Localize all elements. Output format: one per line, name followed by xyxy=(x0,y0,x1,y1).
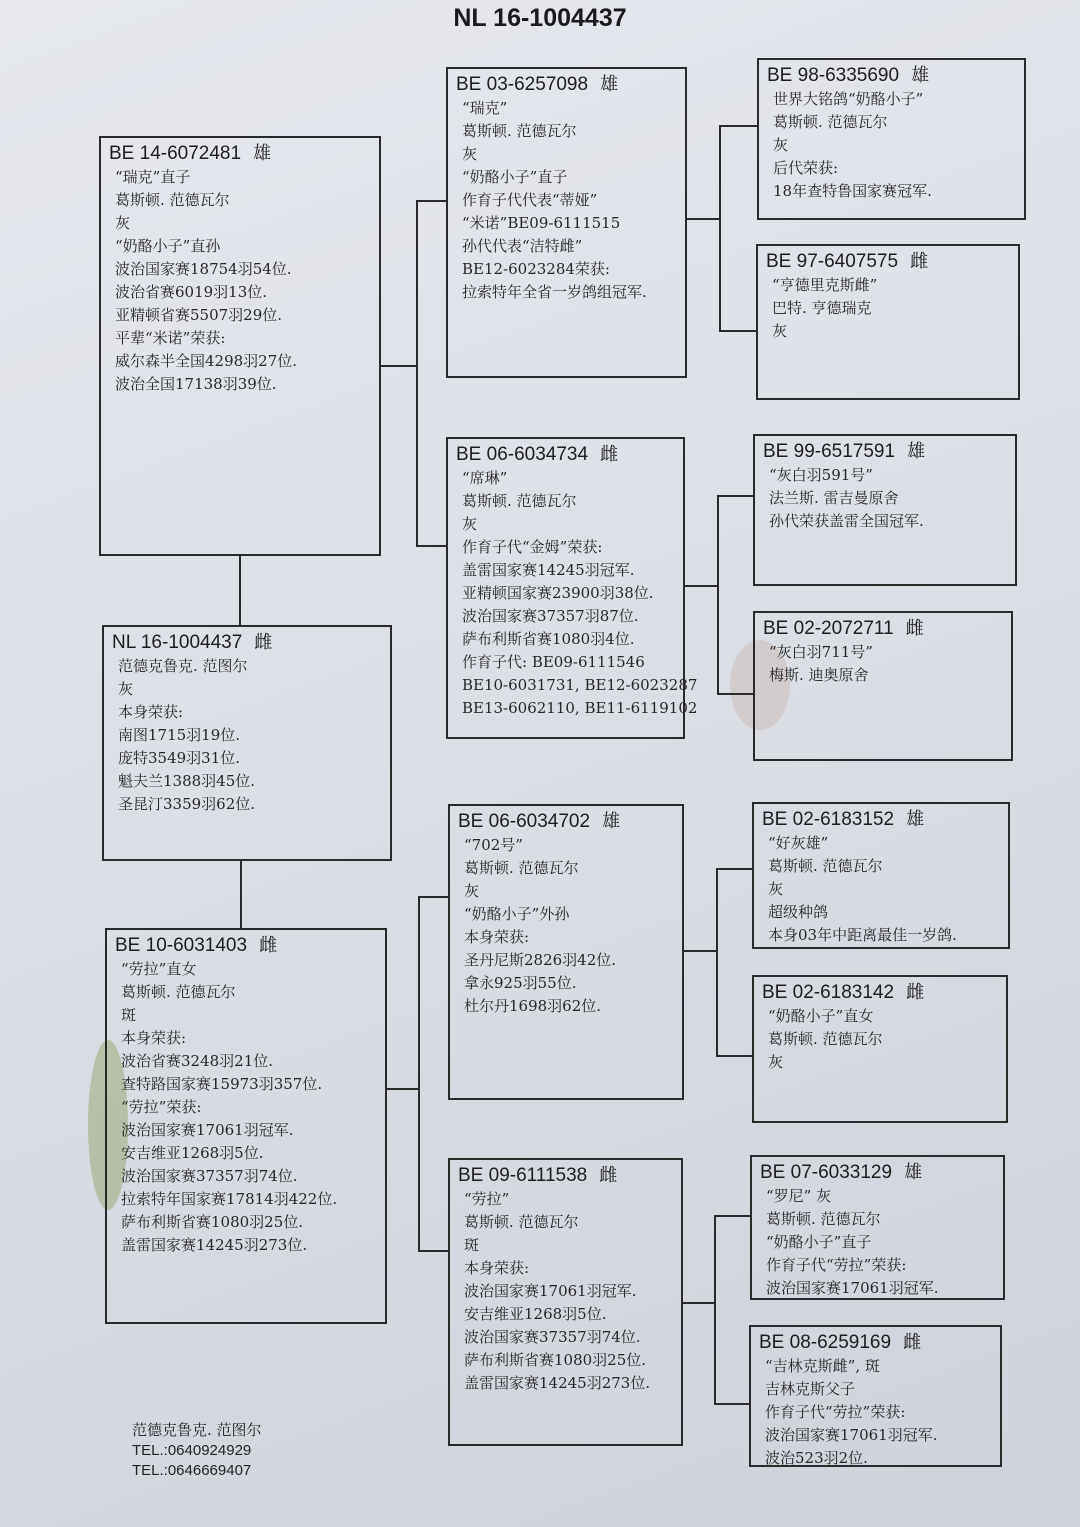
pedigree-line: 本身荣获: xyxy=(464,928,530,946)
pedigree-line: 斑 xyxy=(464,1236,480,1254)
pedigree-line: 灰 xyxy=(118,680,134,698)
dsd-box xyxy=(752,975,1008,1123)
connector xyxy=(418,1250,450,1252)
pedigree-line: 盖雷国家赛14245羽273位. xyxy=(121,1236,308,1254)
ddd-box xyxy=(749,1325,1002,1467)
sex-label: 雌 xyxy=(259,935,278,956)
pedigree-line: “罗尼” 灰 xyxy=(766,1187,832,1205)
sex-label: 雄 xyxy=(253,143,272,164)
sex-label: 雄 xyxy=(904,1162,923,1183)
pedigree-line: 南图1715羽19位. xyxy=(118,726,241,744)
pedigree-line: 拉索特年全省一岁鸽组冠军. xyxy=(462,283,647,301)
ring-number: BE 02-6183152 xyxy=(762,809,895,830)
pedigree-line: 作育子代“劳拉”荣获: xyxy=(766,1256,907,1274)
pedigree-line: 萨布利斯省赛1080羽25位. xyxy=(464,1351,647,1369)
breeder-name: 范德克鲁克. 范图尔 xyxy=(132,1421,262,1439)
pedigree-line: 萨布利斯省赛1080羽4位. xyxy=(462,630,635,648)
connector xyxy=(717,495,755,497)
pedigree-line: 本身03年中距离最佳一岁鸽. xyxy=(768,926,957,944)
connector xyxy=(716,1055,753,1057)
pedigree-line: 波治国家赛37357羽74位. xyxy=(121,1167,298,1185)
sire-box xyxy=(99,136,381,556)
pedigree-line: 法兰斯. 雷吉曼原舍 xyxy=(769,489,899,507)
phone-1: TEL.:0640924929 xyxy=(132,1442,252,1459)
connector xyxy=(716,868,718,1056)
ring-number: BE 99-6517591 xyxy=(763,441,896,462)
connector xyxy=(714,1403,749,1405)
pedigree-line: 波治国家赛17061羽冠军. xyxy=(121,1121,294,1139)
pedigree-line: 灰 xyxy=(768,880,784,898)
ring-number-header xyxy=(759,1331,992,1355)
pedigree-line: 灰 xyxy=(462,145,478,163)
pedigree-line: 灰 xyxy=(462,515,478,533)
pedigree-line: 本身荣获: xyxy=(464,1259,530,1277)
pedigree-line: “奶酪小子”直孙 xyxy=(115,237,221,255)
sds-box xyxy=(753,434,1017,586)
ring-number: BE 98-6335690 xyxy=(767,65,900,86)
pedigree-line: 波治国家赛37357羽87位. xyxy=(462,607,639,625)
connector xyxy=(717,495,719,695)
dam-sire-box xyxy=(448,804,684,1100)
sex-label: 雌 xyxy=(254,632,273,653)
phone-2: TEL.:0646669407 xyxy=(132,1462,252,1479)
dam-box xyxy=(105,928,387,1324)
pedigree-line: 波治省赛3248羽21位. xyxy=(121,1052,274,1070)
connector xyxy=(719,330,756,332)
pedigree-line: 平辈“米诺”荣获: xyxy=(115,329,226,347)
connector xyxy=(717,693,753,695)
pedigree-line: 安吉维亚1268羽5位. xyxy=(121,1144,264,1162)
pedigree-line: 威尔森半全国4298羽27位. xyxy=(115,352,298,370)
pedigree-line: “米诺”BE09-6111515 xyxy=(462,214,621,232)
pedigree-line: 萨布利斯省赛1080羽25位. xyxy=(121,1213,304,1231)
ring-number: BE 08-6259169 xyxy=(759,1332,892,1353)
ring-number-header xyxy=(458,1164,673,1188)
pedigree-line: “瑞克” xyxy=(462,99,508,117)
pedigree-line: 拿永925羽55位. xyxy=(464,974,577,992)
pedigree-line: “劳拉” xyxy=(464,1190,510,1208)
pedigree-line: 灰 xyxy=(772,322,788,340)
sss-box xyxy=(757,58,1026,220)
pedigree-line: “奶酪小子”直女 xyxy=(768,1007,874,1025)
ring-number: BE 02-6183142 xyxy=(762,982,895,1003)
pedigree-line: 亚精顿国家赛23900羽38位. xyxy=(462,584,654,602)
sex-label: 雄 xyxy=(600,74,619,95)
pedigree-line: 葛斯顿. 范德瓦尔 xyxy=(462,122,577,140)
pedigree-line: 葛斯顿. 范德瓦尔 xyxy=(768,1030,883,1048)
pedigree-line: 盖雷国家赛14245羽273位. xyxy=(464,1374,651,1392)
ring-number-header xyxy=(458,810,674,834)
sex-label: 雌 xyxy=(903,1332,922,1353)
sex-label: 雌 xyxy=(905,618,924,639)
pedigree-line: 灰 xyxy=(464,882,480,900)
ring-number: BE 06-6034702 xyxy=(458,811,591,832)
dds-box xyxy=(750,1155,1005,1300)
ring-number-header xyxy=(763,440,1007,464)
pedigree-line: 葛斯顿. 范德瓦尔 xyxy=(464,859,579,877)
pedigree-line: 吉林克斯父子 xyxy=(765,1380,856,1398)
pedigree-line: 葛斯顿. 范德瓦尔 xyxy=(768,857,883,875)
pedigree-line: BE13-6062110, BE11-6119102 xyxy=(462,699,698,717)
pedigree-line: 世界大铭鸽“奶酪小子” xyxy=(773,90,924,108)
sex-label: 雄 xyxy=(911,65,930,86)
dss-box xyxy=(752,802,1010,949)
pedigree-line: 杜尔丹1698羽62位. xyxy=(464,997,602,1015)
pedigree-line: 斑 xyxy=(121,1006,137,1024)
pedigree-line: 葛斯顿. 范德瓦尔 xyxy=(121,983,236,1001)
ring-number: BE 09-6111538 xyxy=(458,1165,588,1186)
ring-number-header xyxy=(766,250,1010,274)
pedigree-line: 圣昆汀3359羽62位. xyxy=(118,795,256,813)
connector xyxy=(719,125,721,331)
pedigree-line: 亚精顿省赛5507羽29位. xyxy=(115,306,283,324)
pedigree-line: 波治国家赛17061羽冠军. xyxy=(765,1426,938,1444)
pedigree-line: 波治国家赛17061羽冠军. xyxy=(766,1279,939,1297)
pedigree-line: 葛斯顿. 范德瓦尔 xyxy=(464,1213,579,1231)
connector xyxy=(239,555,241,627)
connector xyxy=(418,896,420,1251)
pedigree-line: 18年查特鲁国家赛冠军. xyxy=(773,182,932,200)
breeder-footer xyxy=(132,1420,262,1481)
pedigree-line: 作育子代“劳拉”荣获: xyxy=(765,1403,906,1421)
connector xyxy=(240,860,242,929)
sex-label: 雌 xyxy=(599,1165,618,1186)
ring-number-header xyxy=(456,443,675,467)
pedigree-line: “奶酪小子”直子 xyxy=(462,168,568,186)
pedigree-line: 葛斯顿. 范德瓦尔 xyxy=(115,191,230,209)
ring-number-header xyxy=(767,64,1016,88)
pedigree-line: 安吉维亚1268羽5位. xyxy=(464,1305,607,1323)
pedigree-line: 作育子代: BE09-6111546 xyxy=(462,653,645,671)
pedigree-line: “奶酪小子”外孙 xyxy=(464,905,570,923)
ring-number-header xyxy=(109,142,371,166)
ring-number-header xyxy=(112,631,382,655)
pedigree-line: 灰 xyxy=(773,136,789,154)
sex-label: 雌 xyxy=(910,251,929,272)
pedigree-line: 超级种鸽 xyxy=(768,903,829,921)
ring-number: NL 16-1004437 xyxy=(112,632,243,653)
ring-number-header xyxy=(763,617,1003,641)
pedigree-line: 波治523羽2位. xyxy=(765,1449,868,1467)
ssd-box xyxy=(756,244,1020,400)
pedigree-line: 拉索特年国家赛17814羽422位. xyxy=(121,1190,338,1208)
connector xyxy=(714,1215,716,1405)
ring-number: BE 97-6407575 xyxy=(766,251,899,272)
pedigree-line: 盖雷国家赛14245羽冠军. xyxy=(462,561,635,579)
pedigree-line: 波治全国17138羽39位. xyxy=(115,375,277,393)
connector xyxy=(682,1302,716,1304)
pedigree-line: 波治国家赛37357羽74位. xyxy=(464,1328,641,1346)
connector xyxy=(418,896,448,898)
sex-label: 雄 xyxy=(907,441,926,462)
connector xyxy=(719,125,757,127)
ring-number: BE 03-6257098 xyxy=(456,74,589,95)
pedigree-line: 作育子代“金姆”荣获: xyxy=(462,538,603,556)
pedigree-line: BE10-6031731, BE12-6023287 xyxy=(462,676,698,694)
pedigree-line: “劳拉”直女 xyxy=(121,960,197,978)
pedigree-line: 孙代荣获盖雷全国冠军. xyxy=(769,512,924,530)
connector xyxy=(714,1215,751,1217)
ring-number: BE 07-6033129 xyxy=(760,1162,893,1183)
ring-number: BE 06-6034734 xyxy=(456,444,589,465)
connector xyxy=(716,868,753,870)
sire-sire-box xyxy=(446,67,687,378)
ring-number-header xyxy=(456,73,677,97)
connector xyxy=(380,365,418,367)
pedigree-line: “702号” xyxy=(464,836,523,854)
pedigree-line: “劳拉”荣获: xyxy=(121,1098,202,1116)
connector xyxy=(686,218,721,220)
pedigree-line: 巴特. 亨德瑞克 xyxy=(772,299,872,317)
connector xyxy=(684,585,719,587)
ring-number: BE 10-6031403 xyxy=(115,935,248,956)
pedigree-line: 灰 xyxy=(115,214,131,232)
pedigree-line: 后代荣获: xyxy=(773,159,839,177)
pedigree-line: “灰白羽591号” xyxy=(769,466,873,484)
pedigree-line: 波治国家赛17061羽冠军. xyxy=(464,1282,637,1300)
pedigree-line: 葛斯顿. 范德瓦尔 xyxy=(766,1210,881,1228)
connector xyxy=(385,1088,420,1090)
page-title: NL 16-1004437 xyxy=(453,4,627,32)
sire-dam-box xyxy=(446,437,698,739)
ring-number: BE 14-6072481 xyxy=(109,143,242,164)
sdd-box xyxy=(753,611,1013,761)
pedigree-line: 范德克鲁克. 范图尔 xyxy=(118,657,248,675)
pedigree-line: 作育子代代表“蒂娅” xyxy=(462,191,598,209)
subject-box xyxy=(102,625,392,861)
connector xyxy=(416,545,448,547)
connector xyxy=(416,200,418,546)
ring-number: BE 02-2072711 xyxy=(763,618,894,639)
pedigree-line: “好灰雄” xyxy=(768,834,829,852)
pedigree-line: 本身荣获: xyxy=(121,1029,187,1047)
pedigree-line: 庞特3549羽31位. xyxy=(118,749,241,767)
pedigree-line: “灰白羽711号” xyxy=(769,643,873,661)
sex-label: 雌 xyxy=(906,982,925,1003)
ring-number-header xyxy=(115,934,377,958)
pedigree-line: 圣丹尼斯2826羽42位. xyxy=(464,951,617,969)
connector xyxy=(683,950,718,952)
dam-dam-box xyxy=(448,1158,683,1446)
ring-number-header xyxy=(762,981,998,1005)
sex-label: 雄 xyxy=(906,809,925,830)
ring-number-header xyxy=(762,808,1000,832)
pedigree-line: 葛斯顿. 范德瓦尔 xyxy=(773,113,888,131)
connector xyxy=(416,200,446,202)
pedigree-line: “瑞克”直子 xyxy=(115,168,191,186)
ring-number-header xyxy=(760,1161,995,1185)
pedigree-line: “亨德里克斯雌” xyxy=(772,276,878,294)
pedigree-line: 波治国家赛18754羽54位. xyxy=(115,260,292,278)
pedigree-line: 葛斯顿. 范德瓦尔 xyxy=(462,492,577,510)
pedigree-line: “吉林克斯雌”, 斑 xyxy=(765,1357,880,1375)
sex-label: 雄 xyxy=(602,811,621,832)
pedigree-line: 本身荣获: xyxy=(118,703,184,721)
pedigree-line: 梅斯. 迪奥原舍 xyxy=(769,666,869,684)
sex-label: 雌 xyxy=(600,444,619,465)
pedigree-line: 波治省赛6019羽13位. xyxy=(115,283,268,301)
pedigree-line: 灰 xyxy=(768,1053,784,1071)
pedigree-line: 孙代代表“洁特雌” xyxy=(462,237,583,255)
pedigree-line: 查特路国家赛15973羽357位. xyxy=(121,1075,323,1093)
pedigree-line: BE12-6023284荣获: xyxy=(462,260,610,278)
pedigree-line: “奶酪小子”直子 xyxy=(766,1233,872,1251)
pedigree-line: 魁夫兰1388羽45位. xyxy=(118,772,256,790)
pedigree-line: “席琳” xyxy=(462,469,508,487)
